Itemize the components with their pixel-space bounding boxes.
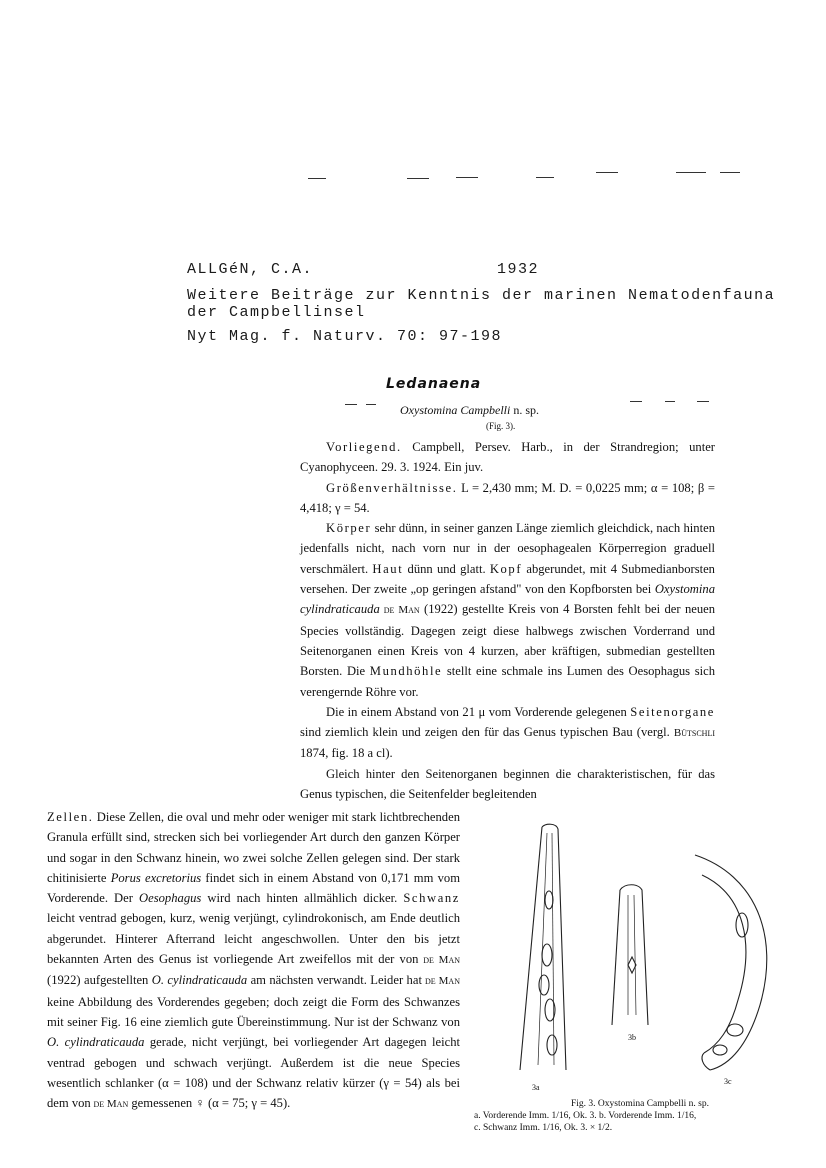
scan-mark bbox=[456, 177, 478, 178]
scan-mark bbox=[536, 177, 554, 178]
fig-b-outline-left bbox=[612, 890, 620, 1025]
lead-word: Mundhöhle bbox=[369, 664, 443, 679]
fig-c-cell bbox=[713, 1045, 727, 1055]
paragraph-cells-continued bbox=[47, 807, 460, 1114]
reference-journal: Nyt Mag. f. Naturv. 70: 97-198 bbox=[187, 328, 503, 345]
scan-mark bbox=[407, 178, 429, 179]
nematode-figure bbox=[480, 815, 820, 1095]
paragraph-occurrence bbox=[300, 437, 715, 478]
paragraph-text: L = 2,430 mm; M. D. = 0,0225 mm; α = 108; β = 4,418; γ = 54. bbox=[300, 480, 715, 515]
fig-c-cell bbox=[736, 913, 748, 937]
scan-mark bbox=[366, 404, 376, 405]
paragraph-text: findet sich in einem Abstand von 0,171 mm vom Vorderende. Der bbox=[47, 870, 460, 906]
reference-year: 1932 bbox=[497, 261, 540, 278]
fig-a-cell bbox=[539, 975, 549, 995]
fig-a-cell bbox=[545, 891, 553, 909]
figure-reference: (Fig. 3). bbox=[486, 421, 516, 431]
fig-a-cell bbox=[542, 944, 552, 966]
paragraph-lateral-organs bbox=[300, 702, 715, 764]
paragraph-text: abgerundet, mit 4 Submedianborsten versehen. Der zweite „op geringen afstand" von den Kopfborsten bei bbox=[300, 561, 715, 597]
reference-title-1: Weitere Beiträge zur Kenntnis der marinen Nematodenfauna bbox=[187, 287, 776, 304]
text-column-lower bbox=[47, 807, 460, 1114]
reference-author: ALLGéN, C.A. bbox=[187, 261, 314, 278]
paragraph-text: Campbell, Persev. Harb., in der Strandregion; unter Cyanophyceen. 29. 3. 1924. Ein juv. bbox=[300, 440, 715, 475]
figure-drawing bbox=[480, 815, 820, 1095]
author-citation: de Man bbox=[418, 954, 460, 967]
paragraph-body bbox=[300, 518, 715, 702]
scan-mark bbox=[720, 172, 740, 173]
paragraph-text: leicht ventrad gebogen, kurz, wenig verjüngt, cylindrokonisch, am Ende deutlich abgerundet. Hinterer Afterrand leicht angeschwollen. Unter den bis jetzt bekannten Arten des Genus ist vorliegende Art zweifellos mit der von bbox=[47, 911, 460, 967]
text-column-upper bbox=[300, 437, 715, 804]
paragraph-text: sehr dünn, in seiner ganzen Länge ziemlich gleichdick, nach hinten jedenfalls nicht, nach vorn nur in der oesophagealen Körperregion graduell verschmälert. bbox=[300, 521, 715, 576]
fig-a-cell bbox=[547, 1035, 557, 1055]
scan-mark bbox=[345, 404, 357, 405]
fig-c-tail bbox=[702, 1053, 710, 1070]
fig-a-inner-line bbox=[552, 833, 554, 1065]
species-citation: Oxystomina cylindraticauda bbox=[300, 582, 715, 617]
caption-title: Fig. 3. Oxystomina Campbelli n. sp. bbox=[570, 1099, 709, 1109]
lead-word: Haut bbox=[372, 561, 404, 576]
author-citation: de Man bbox=[379, 604, 420, 617]
scan-mark bbox=[697, 401, 709, 402]
paragraph-text: gemessenen ♀ (α = 75; γ = 45). bbox=[128, 1096, 291, 1111]
paragraph-text: 1874, fig. 18 a cl). bbox=[300, 746, 393, 761]
paragraph-text: gerade, nicht verjüngt, bei vorliegender Art dagegen leicht ventrad gebogen und schwach verjüngt. Außerdem ist die neue Species wesentlich schlanker (α = 108) und der Schwanz relativ kürzer (γ = 54) als bei dem von bbox=[47, 1035, 460, 1111]
scan-mark bbox=[308, 178, 326, 179]
caption-line: c. Schwanz Imm. 1/16, Ok. 3. × 1/2. bbox=[474, 1123, 613, 1133]
species-citation: O. cylindraticauda bbox=[151, 973, 248, 988]
paragraph-cells-start bbox=[300, 764, 715, 805]
paragraph-text: Die in einem Abstand von 21 μ vom Vorderende gelegenen bbox=[326, 704, 631, 719]
paragraph-text: wird nach hinten allmählich dicker. bbox=[201, 891, 404, 906]
paragraph-text: stellt eine schmale ins Lumen des Oesophagus sich verengernde Röhre vor. bbox=[300, 664, 715, 699]
paragraph-text: Gleich hinter den Seitenorganen beginnen die charakteristischen, für das Genus typischen, die Seitenfelder begleitenden bbox=[300, 766, 715, 802]
handwritten-annotation: Ledanaena bbox=[386, 376, 482, 392]
reference-title-2: der Campbellinsel bbox=[187, 304, 366, 321]
paragraph-text: Diese Zellen, die oval und mehr oder weniger mit stark lichtbrechenden Granula erfüllt sind, strecken sich bei vorliegender Art durch den ganzen Körper und sogar in den Schwanz hinein, wo zwei solche Zellen gelegen sind. Der stark chitinisierte bbox=[47, 810, 460, 885]
scan-mark bbox=[676, 172, 706, 173]
paragraph-text: (1922) gestellte Kreis von 4 Borsten fehlt bei der neuen Species vollständig. Dagegen zeigt diese halbwegs zwischen Vorderrand und Seitenorganen einen Kreis von 4 kurzen, aber kräftigen, submedian gestellten Borsten. Die bbox=[300, 602, 716, 679]
species-citation: O. cylindraticauda bbox=[47, 1035, 145, 1050]
lead-word: Vorliegend. bbox=[326, 440, 402, 454]
author-citation: de Man bbox=[421, 975, 460, 988]
lead-word: Körper bbox=[326, 521, 372, 536]
paragraph-text: (1922) aufgestellten bbox=[47, 973, 152, 988]
author-citation: de Man bbox=[90, 1098, 129, 1111]
species-suffix: n. sp. bbox=[513, 403, 539, 417]
paragraph-text: am nächsten verwandt. Leider hat bbox=[247, 973, 422, 988]
scan-mark bbox=[596, 172, 618, 173]
figure-label-c: 3c bbox=[724, 1077, 732, 1086]
caption-line: a. Vorderende Imm. 1/16, Ok. 3. b. Vorderende Imm. 1/16, bbox=[474, 1111, 697, 1121]
fig-a-outline-left bbox=[520, 827, 542, 1070]
lead-word: Kopf bbox=[489, 561, 523, 576]
paragraph-text: keine Abbildung des Vorderendes gegeben; doch zeigt die Form des Schwanzes mit seiner Fig. 16 eine ziemlich gute Übereinstimmung. Nur ist der Schwanz von bbox=[47, 994, 460, 1029]
term-italic: Porus excretorius bbox=[110, 870, 202, 885]
figure-label-b: 3b bbox=[628, 1033, 636, 1042]
lead-word: Seitenorgane bbox=[630, 704, 715, 719]
lead-word: Größenverhältnisse. bbox=[326, 480, 458, 495]
paragraph-text: sind ziemlich klein und zeigen den für das Genus typischen Bau (vergl. bbox=[300, 725, 674, 740]
species-name: Oxystomina Campbelli bbox=[400, 403, 511, 417]
species-heading bbox=[400, 403, 539, 418]
paragraph-measurements bbox=[300, 478, 715, 519]
fig-c-cell bbox=[727, 1024, 743, 1036]
author-citation: Bütschli bbox=[673, 727, 715, 740]
paragraph-text: dünn und glatt. bbox=[403, 561, 490, 576]
fig-c-outline-inner bbox=[702, 875, 746, 1053]
figure-caption bbox=[470, 1098, 810, 1134]
term-italic: Oesophagus bbox=[139, 891, 202, 906]
scan-mark bbox=[630, 401, 642, 402]
scan-mark bbox=[665, 401, 675, 402]
fig-c-outline-outer bbox=[695, 855, 767, 1070]
reference-author-line bbox=[187, 261, 540, 278]
lead-word: Zellen. bbox=[47, 810, 94, 824]
fig-b-inner-line bbox=[628, 895, 636, 1015]
lead-word: Schwanz bbox=[403, 891, 460, 906]
figure-label-a: 3a bbox=[532, 1083, 540, 1092]
